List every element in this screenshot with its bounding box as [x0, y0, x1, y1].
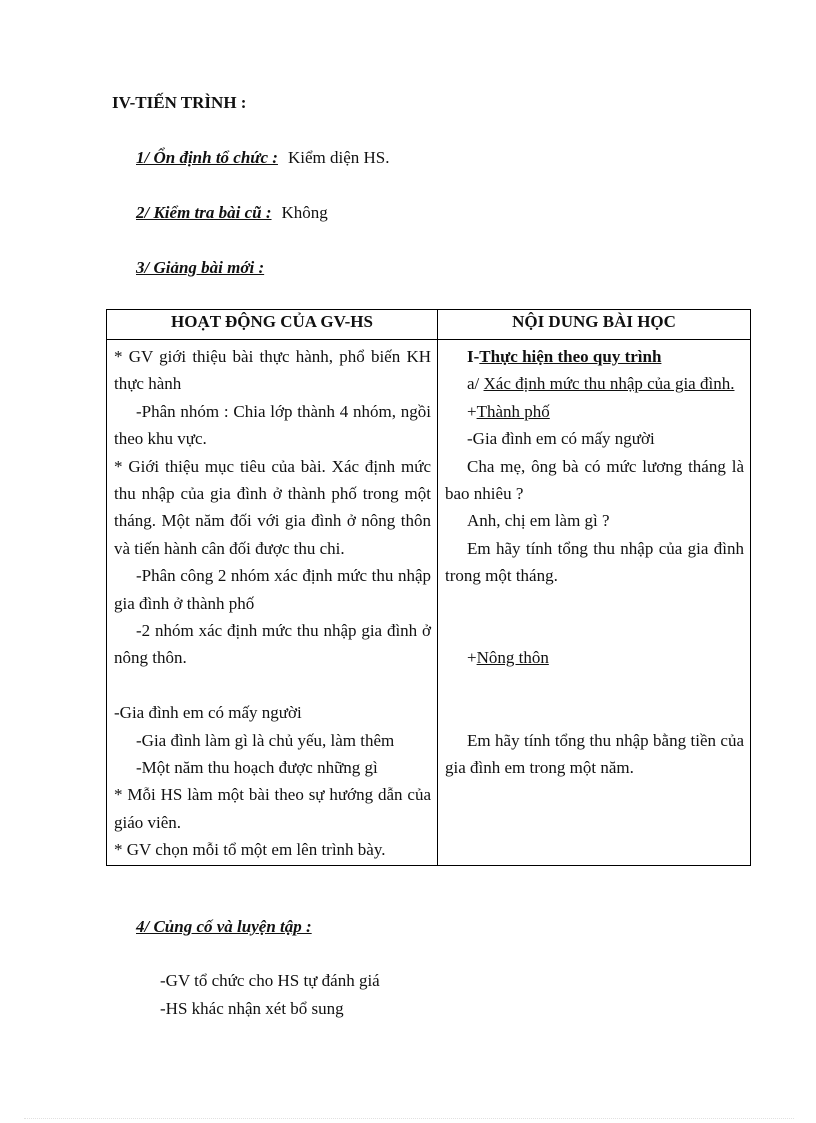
- header-content: NỘI DUNG BÀI HỌC: [438, 310, 751, 340]
- step-2: [136, 203, 328, 223]
- footer-line: -GV tổ chức cho HS tự đánh giá: [160, 971, 380, 990]
- step-1: [136, 148, 389, 168]
- page-bottom-divider: [24, 1118, 794, 1119]
- footer-line: -HS khác nhận xét bổ sung: [160, 999, 344, 1018]
- activity-line: -Phân nhóm : Chia lớp thành 4 nhóm, ngồi theo khu vực.: [114, 401, 431, 449]
- step-3-label: 3/ Giảng bài mới :: [136, 258, 265, 277]
- step-2-label: 2/ Kiểm tra bài cũ :: [136, 203, 272, 222]
- step-4-label: 4/ Củng cố và luyện tập :: [136, 917, 312, 936]
- lesson-table: [106, 309, 751, 866]
- step-1-label: 1/ Ổn định tổ chức :: [136, 148, 278, 167]
- content-line: Cha mẹ, ông bà có mức lương tháng là bao nhiêu ?: [445, 456, 744, 504]
- activity-line: -Phân công 2 nhóm xác định mức thu nhập gia đình ở thành phố: [114, 566, 431, 613]
- step-2-value: Không: [281, 203, 328, 222]
- activity-line: * Mỗi HS làm một bài theo sự hướng dẫn của giáo viên.: [114, 785, 431, 832]
- activity-line: * Giới thiệu mục tiêu của bài. Xác định mức thu nhập của gia đình ở thành phố trong một tháng. Một năm đối với gia đình ở nông thôn và tiến hành cân đối được thu chi.: [114, 456, 431, 558]
- activity-line: -2 nhóm xác định mức thu nhập gia đình ở nông thôn.: [114, 621, 431, 668]
- content-heading: I-Thực hiện theo quy trình: [467, 347, 662, 366]
- content-line: Em hãy tính tổng thu nhập của gia đình trong một tháng.: [445, 538, 744, 586]
- section-title: IV-TIẾN TRÌNH :: [112, 93, 247, 112]
- header-activities: HOẠT ĐỘNG CỦA GV-HS: [107, 310, 438, 340]
- content-subheading: a/ Xác định mức thu nhập của gia đình.: [467, 374, 735, 394]
- activity-line: -Một năm thu hoạch được những gì: [136, 758, 378, 778]
- activity-line: * GV chọn mỗi tổ một em lên trình bày.: [114, 840, 386, 860]
- step-3: [136, 258, 264, 278]
- activity-line: * GV giới thiệu bài thực hành, phổ biến KH thực hành: [114, 347, 431, 394]
- step-4: [136, 917, 312, 937]
- content-line: -Gia đình em có mấy người: [467, 429, 655, 449]
- activities-cell: [107, 340, 438, 866]
- activity-line: -Gia đình em có mấy người: [114, 703, 302, 723]
- content-line: Em hãy tính tổng thu nhập bằng tiền của gia đình em trong một năm.: [445, 730, 744, 778]
- step-1-value: Kiểm diện HS.: [287, 148, 390, 167]
- content-cell: [438, 340, 751, 866]
- table-row: [107, 340, 751, 866]
- content-rural-heading: +Nông thôn: [467, 648, 549, 668]
- content-line: Anh, chị em làm gì ?: [467, 511, 610, 531]
- activity-line: -Gia đình làm gì là chủ yếu, làm thêm: [136, 730, 395, 750]
- table-header-row: [107, 310, 751, 340]
- content-city-heading: +Thành phố: [467, 401, 550, 421]
